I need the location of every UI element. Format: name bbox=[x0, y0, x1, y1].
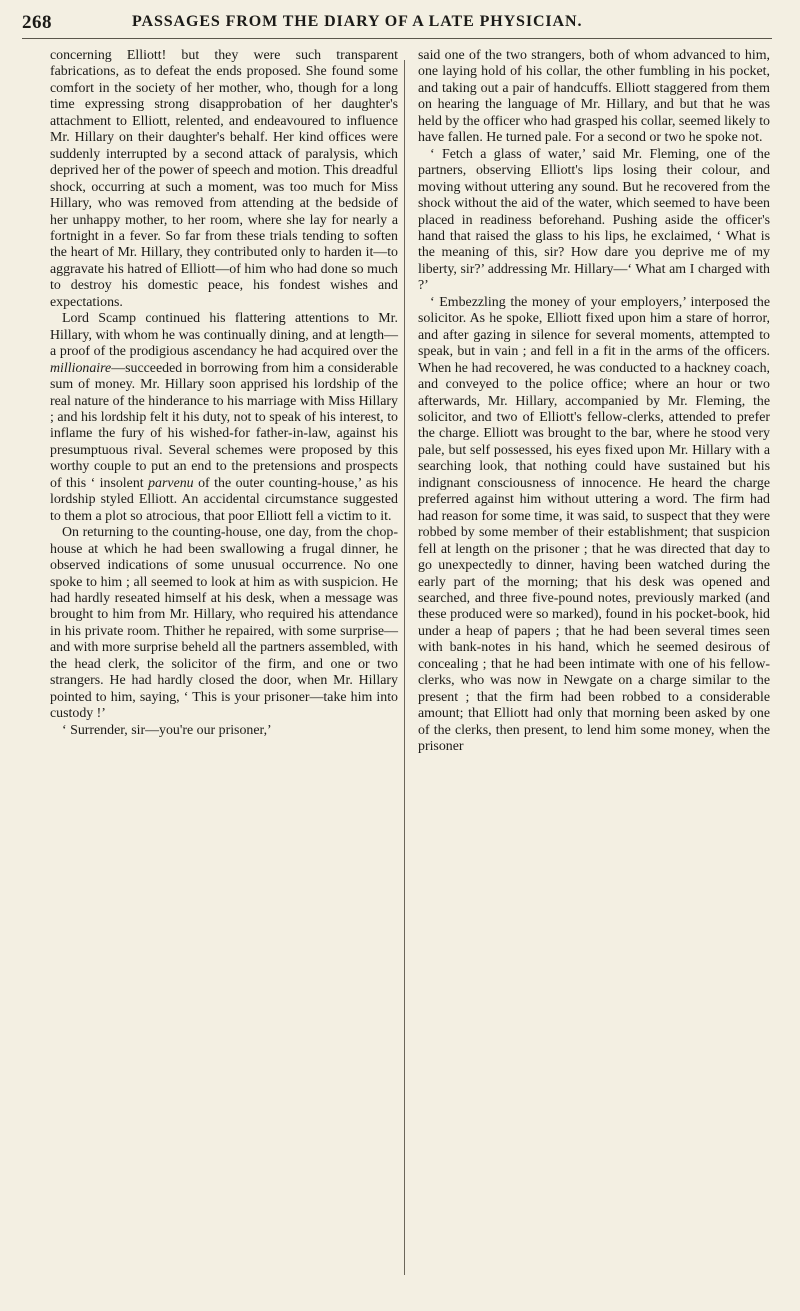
paragraph: ‘ Fetch a glass of water,’ said Mr. Fleming, one of the partners, observing Elliott's lips losing their colour, and moving without uttering any sound. But he recovered from the shock without the aid of the water, which seemed to have been placed in readiness beforehand. Pushing aside the officer's hand that raised the glass to his lips, he exclaimed, ‘ What is the meaning of this, sir? How dare you deprive me of my liberty, sir?’ addressing Mr. Hillary—‘ What am I charged with ?’ bbox=[418, 146, 770, 294]
paragraph: On returning to the counting-house, one day, from the chop-house at which he had been swallowing a frugal dinner, he observed indications of some unusual occurrence. No one spoke to him ; all seemed to look at him as with suspicion. He had hardly reseated himself at his desk, when a message was brought to him from Mr. Hillary, who required his attendance in his private room. Thither he repaired, with some surprise—and with more surprise beheld all the partners assembled, with the head clerk, the solicitor of the firm, and one or two strangers. He had hardly closed the door, when Mr. Hillary pointed to him, saying, ‘ This is your prisoner—take him into custody !’ bbox=[50, 525, 398, 722]
left-column bbox=[50, 48, 398, 739]
page-header bbox=[22, 8, 772, 39]
column-divider bbox=[404, 60, 405, 1275]
italic-word: parvenu bbox=[148, 475, 194, 491]
text-run: of the outer counting-house,’ as his lordship styled Elliott. An accidental circumstance suggested to them a plot so atrocious, that poor Elliott fell a victim to it. bbox=[50, 475, 398, 524]
paragraph: ‘ Surrender, sir—you're our prisoner,’ bbox=[62, 722, 272, 738]
right-column bbox=[418, 48, 770, 755]
text-run: Lord Scamp continued his flattering attentions to Mr. Hillary, with whom he was continually dining, and at length—a proof of the prodigious ascendancy he had acquired over the bbox=[50, 311, 398, 360]
running-title: PASSAGES FROM THE DIARY OF A LATE PHYSICIAN. bbox=[132, 13, 583, 30]
page-number: 268 bbox=[22, 12, 52, 33]
paragraph: ‘ Embezzling the money of your employers,’ interposed the solicitor. As he spoke, Elliott fixed upon him a stare of horror, and after gazing in silence for several moments, attempted to speak, but in vain ; and fell in a fit in the arms of the officers. When he had recovered, he was conducted to a hackney coach, and conveyed to the police office; where an hour or two afterwards, Mr. Hillary, accompanied by Mr. Fleming, the solicitor, and two of Elliott's fellow-clerks, attended to prefer the charge. Elliott was brought to the bar, where he stood very pale, but self possessed, his eyes fixed upon Mr. Hillary with a searching look, that nothing could have sustained but his indignant consciousness of innocence. He heard the charge preferred against him without uttering a word. The firm had had reason for some time, it was said, to suspect that they were robbed by some member of their establishment; that suspicion fell at length on the prisoner ; that he was directed that day to go unexpectedly to dinner, having been watched during the early part of the morning; that his desk was opened and searched, and three five-pound notes, previously marked (and these produced were so marked), found in his pocket-book, hid under a heap of papers ; that he had been several times seen with bank-notes in his hand, which he seemed desirous of concealing ; that he had been intimate with one of his fellow-clerks, who was now in Newgate on a charge similar to the present ; that the firm had been robbed to a considerable amount; that Elliott had only that morning been asked by one of the clerks, then present, to lend him some money, when the prisoner bbox=[418, 294, 770, 755]
italic-word: millionaire bbox=[50, 360, 112, 376]
paragraph: concerning Elliott! but they were such transparent fabrications, as to defeat the ends proposed. She found some comfort in the society of her mother, who, though for a long time expressing strong disapprobation of her daughter's attachment to Elliott, relented, and endeavoured to influence Mr. Hillary on their daughter's behalf. Her kind offices were suddenly interrupted by a second attack of paralysis, which deprived her of the power of speech and motion. This dreadful shock, occurring at such a moment, was too much for Miss Hillary, who was removed from attending at the bedside of her unhappy mother, to her room, where she lay for nearly a fortnight in a fever. So far from these trials tending to soften the heart of Mr. Hillary, they contributed only to harden it—to aggravate his hatred of Elliott—of him who had done so much to destroy his domestic peace, his fondest wishes and expectations. bbox=[50, 48, 398, 310]
paragraph bbox=[50, 311, 398, 525]
text-run: —succeeded in borrowing from him a considerable sum of money. Mr. Hillary soon apprised his lordship of the real nature of the hinderance to his marriage with Miss Hillary ; and his lordship felt it his duty, not to speak of his interest, to inflame the fury of his wished-for father-in-law, against his presumptuous rival. Several schemes were proposed by this worthy couple to put an end to the pretensions and prospects of this ‘ insolent bbox=[50, 360, 398, 491]
paragraph: said one of the two strangers, both of whom advanced to him, one laying hold of his collar, the other fumbling in his pocket, and taking out a pair of handcuffs. Elliott staggered from them on hearing the language of Mr. Hillary, and but that he was held by the officer who had grasped his collar, seemed likely to have fallen. He turned pale. For a second or two he spoke not. bbox=[418, 48, 770, 146]
